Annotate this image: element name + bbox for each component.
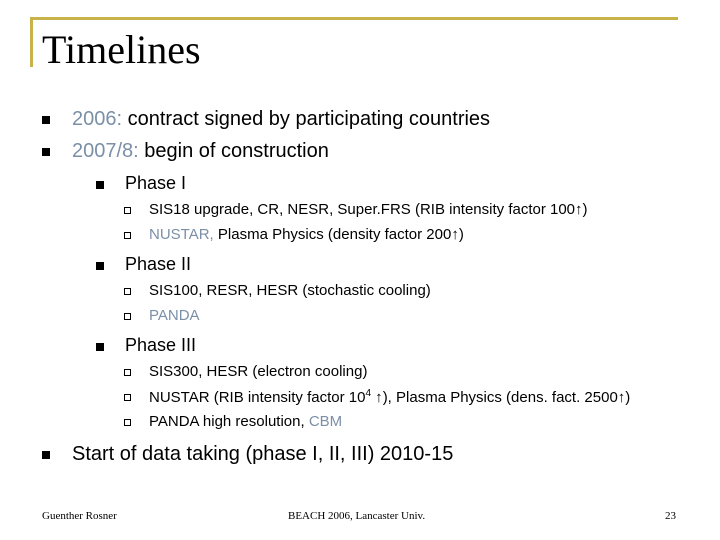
sub-bullet-icon	[124, 232, 131, 239]
item-contract	[72, 108, 490, 131]
phase1-sis18	[149, 201, 588, 218]
page-number: 23	[665, 510, 676, 522]
sub-bullet-icon	[124, 207, 131, 214]
footer-author: Guenther Rosner	[42, 510, 117, 522]
phase3-nustar-text: NUSTAR (RIB intensity factor 10	[149, 389, 366, 406]
up-arrow-icon: ↑	[371, 389, 383, 406]
phase3-cbm: CBM	[308, 413, 343, 430]
phase1-sis18-tail: )	[582, 201, 588, 218]
contract-text: contract signed by participating countries	[122, 108, 491, 130]
bullet-icon	[42, 148, 50, 156]
title-frame-top	[30, 17, 678, 20]
phase2-sis100: SIS100, RESR, HESR (stochastic cooling)	[149, 282, 431, 299]
phase3-label: Phase III	[125, 335, 197, 355]
phase1-label: Phase I	[125, 173, 187, 193]
sub-bullet-icon	[124, 419, 131, 426]
phase3-panda-text: PANDA high resolution,	[149, 413, 309, 430]
year-2007-8: 2007/8:	[72, 140, 139, 162]
phase1-nustar-hl: NUSTAR,	[149, 226, 214, 243]
up-arrow-icon: ↑	[451, 226, 459, 243]
phase1-nustar-tail: )	[458, 226, 464, 243]
item-datataking: Start of data taking (phase I, II, III) 2010-15	[72, 443, 454, 465]
bullet-icon	[42, 116, 50, 124]
bullet-icon	[96, 181, 104, 189]
title-frame-left	[30, 17, 33, 67]
sub-bullet-icon	[124, 313, 131, 320]
phase3-panda	[149, 413, 342, 430]
phase1-nustar-text: Plasma Physics (density factor 200	[213, 226, 452, 243]
phase1-sis18-text: SIS18 upgrade, CR, NESR, Super.FRS (RIB intensity factor 100	[149, 201, 576, 218]
phase3-sis300: SIS300, HESR (electron cooling)	[149, 363, 368, 380]
phase3-nustar-tail2: )	[625, 389, 631, 406]
up-arrow-icon: ↑	[617, 389, 626, 406]
sub-bullet-icon	[124, 369, 131, 376]
construction-text: begin of construction	[138, 140, 329, 162]
year-2006: 2006:	[72, 108, 123, 130]
phase2-label: Phase II	[125, 254, 192, 274]
phase2-panda: PANDA	[149, 307, 200, 324]
item-construction	[72, 140, 329, 163]
phase3-nustar-exponent: 4	[365, 388, 372, 399]
bullet-icon	[96, 262, 104, 270]
bullet-icon	[42, 451, 50, 459]
slide-title: Timelines	[42, 27, 201, 72]
phase3-nustar	[149, 388, 630, 406]
sub-bullet-icon	[124, 288, 131, 295]
up-arrow-icon: ↑	[575, 201, 583, 218]
phase1-nustar	[149, 226, 464, 243]
sub-bullet-icon	[124, 394, 131, 401]
footer-event: BEACH 2006, Lancaster Univ.	[288, 510, 426, 522]
bullet-icon	[96, 343, 104, 351]
phase3-nustar-tail: ), Plasma Physics (dens. fact. 2500	[382, 389, 618, 406]
